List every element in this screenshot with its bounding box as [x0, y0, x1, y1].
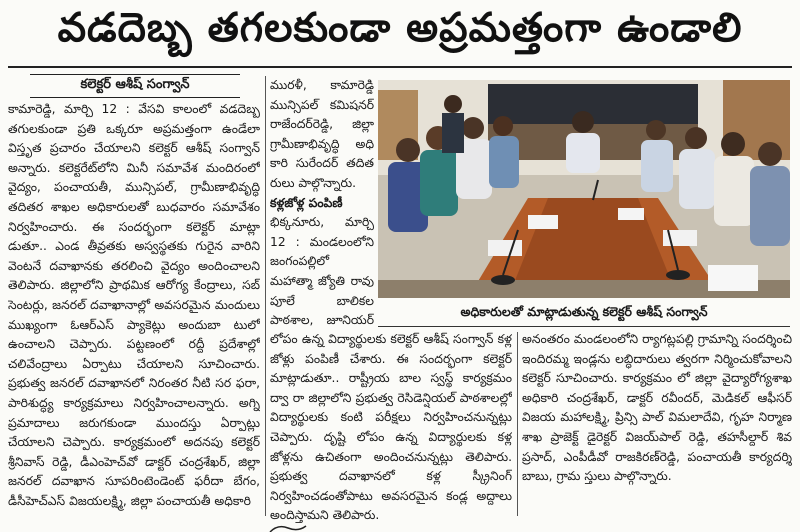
column-1-text: కామారెడ్డి, మార్చి 12 : వేసవి కాలంలో వడదెబ్బ తగులకుండా ప్రతి ఒక్కరూ అప్రమత్తంగా ఉండేలా విస్తృత ప్రచారం చేయాలని కలెక్టర్ ఆశీష్ సంగ్వాన్ అన్నారు. కలెక్టరేట్‌లోని మినీ సమావేశ మందిరంలో వైద్యం, పంచాయతీ, మున్సిపల్, గ్రామీణాభివృద్ధి తదితర శాఖల అధికారులతో బుధవారం సమావేశం నిర్వహించారు. ఈ సందర్భంగా కలెక్టర్ మాట్లా డుతూ.. ఎండ తీవ్రతకు అస్వస్థతకు గురైన వారిని వెంటనే దవాఖానకు తరలించి వైద్యం అందించాలని తెలిపారు. జిల్లాలోని ప్రాథమిక ఆరోగ్య కేంద్రాలు, సబ్ సెంటర్లు, జనరల్ దవాఖానాల్లో అవసరమైన మందులు ముఖ్యంగా ఓఆర్ఎస్ ప్యాకెట్లు అందుబా టులో ఉంచాలని చెప్పారు. పట్టణంలో రద్దీ ప్రదేశాల్లో చలివేంద్రాలు ఏర్పాటు చేయాలని సూచించారు. ప్రభుత్వ జనరల్ దవాఖానలో నిరంతర నీటి సర ఫరా, పారిశుద్ధ్య కార్యక్రమాలు నిర్వహించాలన్నారు. అగ్ని ప్రమాదాలు జరుగకుండా ముందస్తు ఏర్పాట్లు చేయాలని చెప్పారు. కార్యక్రమంలో అదనపు కలెక్టర్ శ్రీనివాస్ రెడ్డి, డీఎంహెచ్‌వో డాక్టర్ చంద్రశేఖర్, జిల్లా జనరల్ దవాఖాన సూపరింటెండెంట్ ఫరీదా బేగం, డీసీహెచ్ఎస్ విజయలక్ష్మి, జిల్లా పంచాయతీ అధికారి [8, 102, 260, 508]
column-divider-2 [517, 332, 518, 516]
column-3-text: అనంతరం మండలంలోని ర్యాగట్లపల్లి గ్రామాన్ని సందర్శించి ఇందిరమ్మ ఇండ్లను లబ్ధిదారులు త్వరగా నిర్మించుకోవాలని కలెక్టర్ సూచించారు. కార్యక్రమం లో జిల్లా వైద్యారోగ్యశాఖ అధికారి చంద్రశేఖర్, డాక్టర్ రవీందర్, మెడికల్ ఆఫీసర్ విజయ మహాలక్ష్మి, ప్రిన్సి పాల్ విమలాదేవి, గృహ నిర్మాణ శాఖ ప్రాజెక్ట్ డైరెక్టర్ విజయ్‌పాల్ రెడ్డి, తహసీల్దార్ శివ ప్రసాద్, ఎంపీడీవో రాజకిరణ్‌రెడ్డి, పంచాయతీ కార్యదర్శి బాబు, గ్రామ స్తులు పాల్గొన్నారు. [522, 332, 792, 484]
byline: కలెక్టర్ ఆశీష్ సంగ్వాన్ [30, 74, 240, 98]
meeting-room-illustration [378, 80, 790, 298]
article-column-2-bottom [270, 330, 512, 524]
article-column-3 [522, 330, 792, 524]
article-column-1 [8, 100, 260, 524]
headline: వడదెబ్బ తగలకుండా అప్రమత్తంగా ఉండాలి [57, 5, 743, 51]
headline-rule [8, 66, 792, 68]
ornament-icon [268, 524, 308, 532]
article-column-2-top [270, 76, 374, 330]
photo-caption: అధికారులతో మాట్లాడుతున్న కలెక్టర్ ఆశీష్ సంగ్వాన్ [378, 300, 790, 327]
column-2-subhead: కళ్లజోళ్ల పంపిణీ [270, 195, 343, 210]
meeting-photo [378, 80, 790, 298]
column-2-text-c: లోపం ఉన్న విద్యార్థులకు కలెక్టర్ ఆశీష్ సంగ్వాన్ కళ్ల జోళ్లు పంపిణీ చేశారు. ఈ సందర్భంగా కలెక్టర్ మాట్లాడుతూ.. రాష్ట్రీయ బాల స్వస్థ్ కార్యక్రమం ద్వా రా జిల్లాలోని ప్రభుత్వ రెసిడెన్షియల్ పాఠశాలల్లో విద్యార్థులకు కంటి పరీక్షలు నిర్వహించనున్నట్లు చెప్పారు. దృష్టి లోపం ఉన్న విద్యార్థులకు కళ్ల జోళ్లను ఉచితంగా అందించనున్నట్లు తెలిపారు. ప్రభుత్వ దవాఖానలో కళ్ల స్క్రీనింగ్ నిర్వహించడంతోపాటు అవసరమైన కండ్ల అద్దాలు అందిస్తామని తెలిపారు. [270, 332, 512, 523]
column-2-text-b: భిక్కనూరు, మార్చి 12 : మండలంలోని జంగంపల్లిలో మహాత్మా జ్యోతి రావు పూలే బాలికల పాఠశాల, జూనియర్ [270, 215, 374, 328]
column-2-text-a: మురళీ, కామారెడ్డి మున్సిపల్ కమిషనర్ రాజేందర్‌రెడ్డి, జిల్లా గ్రామీణాభివృద్ధి అధి కారి సురేందర్ తదిత రులు పాల్గొన్నారు. [270, 78, 374, 190]
column-divider-1 [265, 76, 266, 516]
